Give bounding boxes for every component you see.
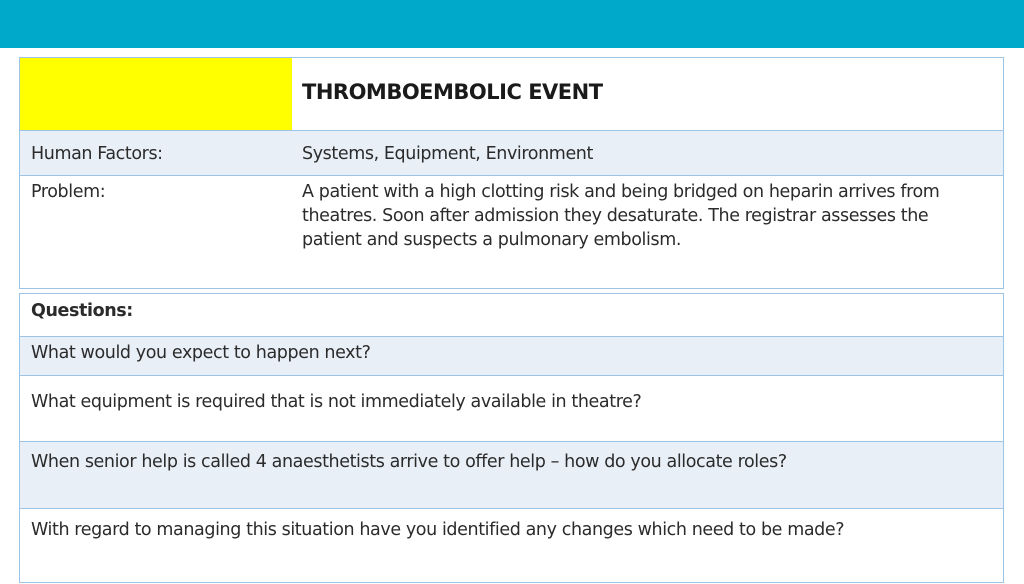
human-factors-value: Systems, Equipment, Environment bbox=[302, 144, 593, 164]
problem-description: A patient with a high clotting risk and being bridged on heparin arrives from theatres. Soon after admission they desaturate. The registrar assesses the patient and suspects a pulmonary embolism. bbox=[302, 182, 940, 250]
questions-header-row bbox=[20, 294, 1003, 337]
questions-header: Questions: bbox=[31, 301, 133, 321]
human-factors-label: Human Factors: bbox=[31, 144, 163, 164]
highlight-cell bbox=[20, 58, 292, 130]
question-text: When senior help is called 4 anaesthetists arrive to offer help – how do you allocate roles? bbox=[31, 452, 787, 472]
scenario-table bbox=[19, 57, 1004, 289]
scenario-title: THROMBOEMBOLIC EVENT bbox=[302, 80, 603, 104]
question-row bbox=[20, 442, 1003, 509]
question-row bbox=[20, 337, 1003, 376]
question-row bbox=[20, 509, 1003, 584]
problem-label: Problem: bbox=[31, 182, 106, 202]
top-banner bbox=[0, 0, 1024, 48]
question-row bbox=[20, 376, 1003, 442]
questions-table bbox=[19, 293, 1004, 583]
human-factors-row bbox=[20, 130, 1003, 176]
question-text: What would you expect to happen next? bbox=[31, 343, 371, 363]
question-text: With regard to managing this situation have you identified any changes which need to be made? bbox=[31, 520, 845, 540]
question-text: What equipment is required that is not immediately available in theatre? bbox=[31, 392, 642, 412]
